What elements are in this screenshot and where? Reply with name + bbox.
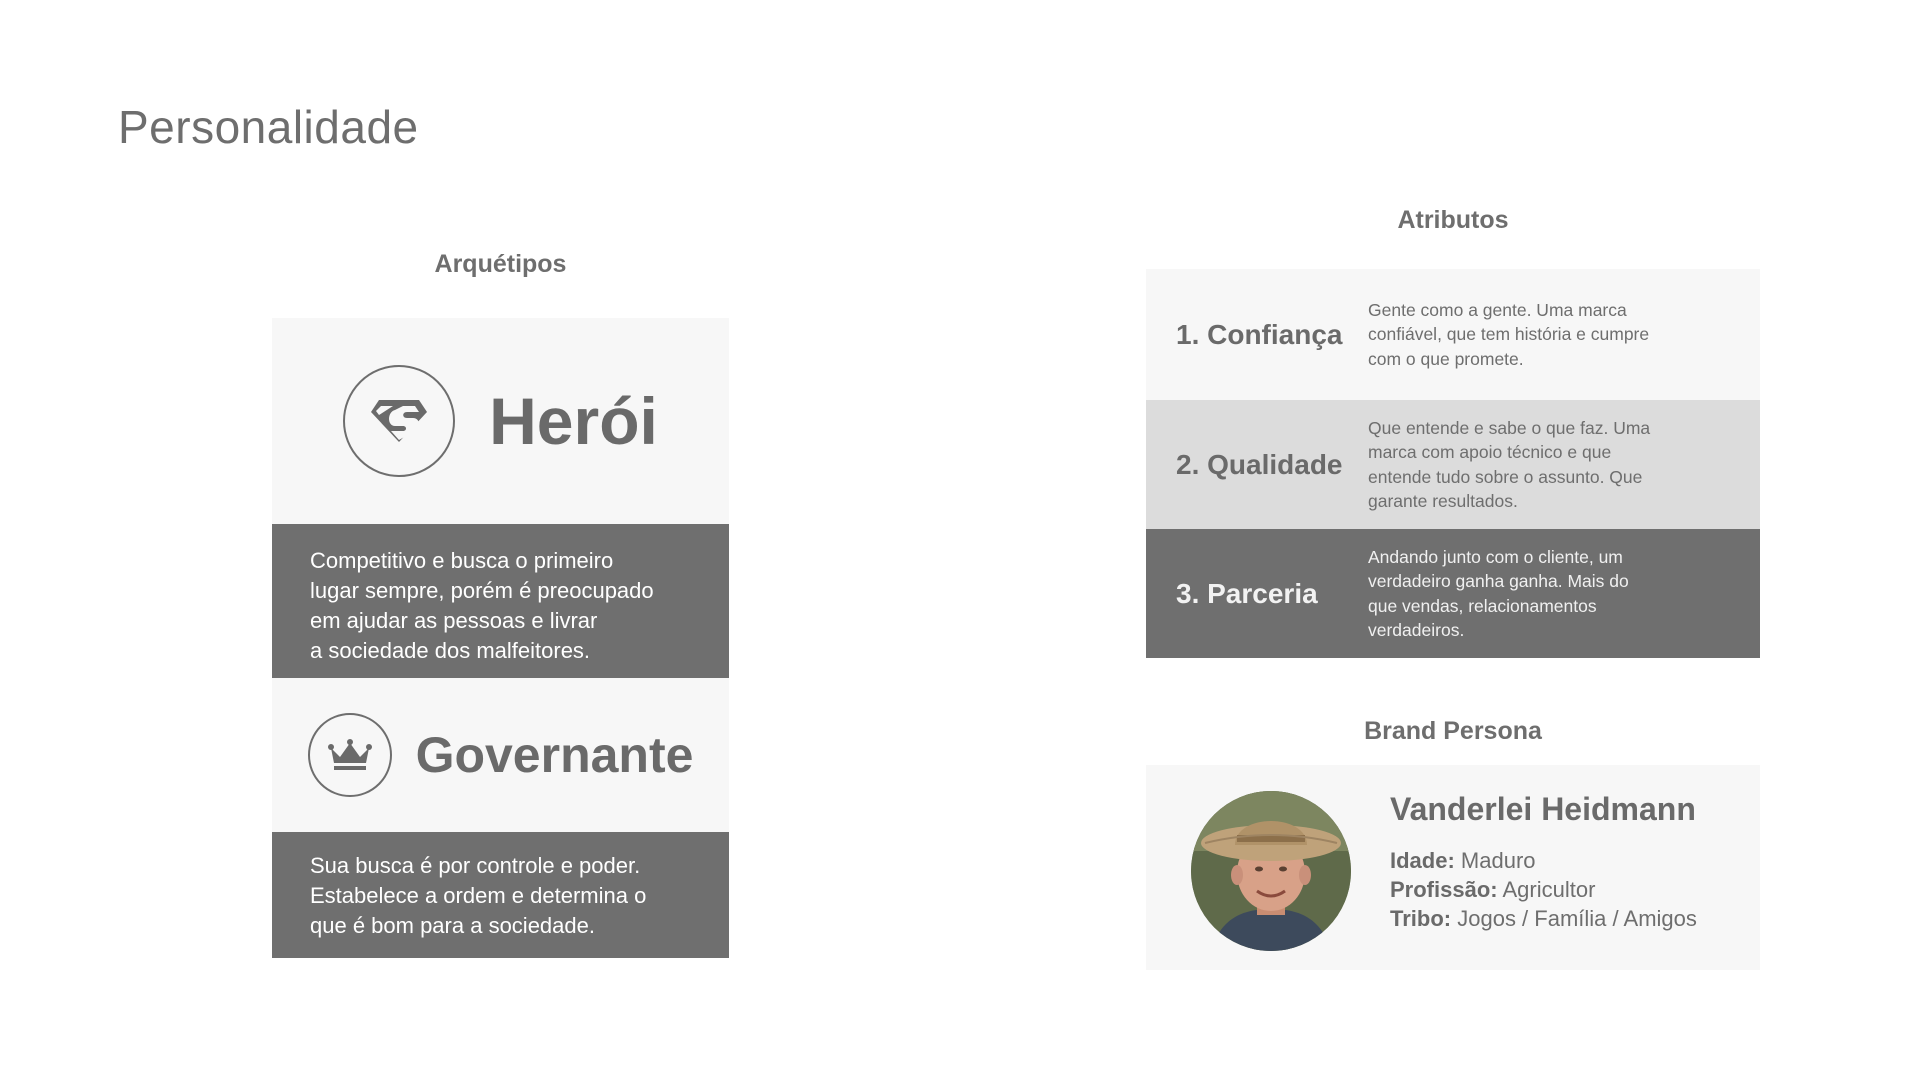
field-value: Agricultor — [1502, 877, 1596, 902]
description-line: a sociedade dos malfeitores. — [310, 638, 591, 663]
description-line: Estabelece a ordem e determina o — [310, 883, 647, 908]
persona-heading: Brand Persona — [1364, 717, 1542, 745]
attribute-text — [1368, 416, 1760, 514]
attribute-text-line: verdadeiro ganha ganha. Mais do — [1368, 571, 1629, 591]
field-label: Profissão: — [1390, 877, 1498, 902]
attribute-text — [1368, 545, 1760, 643]
archetype-ruler-header — [272, 678, 729, 832]
attribute-label: 2. Qualidade — [1176, 448, 1343, 480]
attribute-text-line: confiável, que tem história e cumpre — [1368, 324, 1650, 345]
archetype-hero-description — [272, 524, 729, 678]
field-value: Maduro — [1460, 848, 1536, 873]
persona-field-profession — [1390, 875, 1697, 904]
archetypes-column — [272, 318, 729, 958]
field-value: Jogos / Família / Amigos — [1457, 906, 1697, 931]
persona-photo — [1191, 791, 1351, 951]
persona-card — [1146, 765, 1760, 970]
attribute-row — [1146, 529, 1760, 658]
attribute-text — [1368, 298, 1760, 372]
attribute-text-line: Gente como a gente. Uma marca — [1368, 299, 1627, 320]
attribute-row — [1146, 269, 1760, 400]
persona-field-tribe — [1390, 904, 1697, 933]
attribute-text-line: que vendas, relacionamentos — [1368, 595, 1597, 616]
description-line: em ajudar as pessoas e livrar — [310, 608, 598, 633]
attribute-text-line: Andando junto com o cliente, um — [1368, 546, 1623, 567]
description-line: Sua busca é por controle e poder. — [310, 853, 641, 878]
field-label: Tribo: — [1390, 906, 1452, 931]
archetypes-heading: Arquétipos — [434, 250, 567, 278]
page-title: Personalidade — [118, 101, 419, 153]
persona-info — [1390, 791, 1697, 933]
field-label: Idade: — [1390, 848, 1455, 873]
crown-icon — [308, 713, 392, 797]
attribute-text-line: Que entende e sabe o que faz. Uma — [1368, 417, 1651, 438]
attribute-label: 3. Parceria — [1176, 577, 1318, 609]
attributes-table — [1146, 269, 1760, 658]
attribute-text-line: com o que promete. — [1368, 348, 1524, 369]
archetype-name: Governante — [415, 727, 694, 783]
superman-shield-icon — [343, 365, 455, 477]
archetype-name: Herói — [489, 384, 658, 458]
attribute-text-line: marca com apoio técnico e que — [1368, 442, 1612, 462]
attribute-text-line: entende tudo sobre o assunto. Que — [1368, 466, 1643, 487]
attribute-row — [1146, 400, 1760, 529]
avatar — [1191, 791, 1351, 951]
attributes-heading: Atributos — [1397, 206, 1509, 234]
attribute-text-line: garante resultados. — [1368, 491, 1518, 511]
archetype-hero-header — [272, 318, 729, 524]
archetype-ruler-description — [272, 832, 729, 958]
attribute-text-line: verdadeiros. — [1368, 620, 1465, 640]
description-line: lugar sempre, porém é preocupado — [310, 578, 654, 603]
attribute-label: 1. Confiança — [1176, 318, 1343, 350]
persona-field-age — [1390, 846, 1697, 875]
persona-name: Vanderlei Heidmann — [1390, 791, 1696, 827]
description-line: Competitivo e busca o primeiro — [310, 548, 614, 573]
description-line: que é bom para a sociedade. — [310, 913, 595, 938]
